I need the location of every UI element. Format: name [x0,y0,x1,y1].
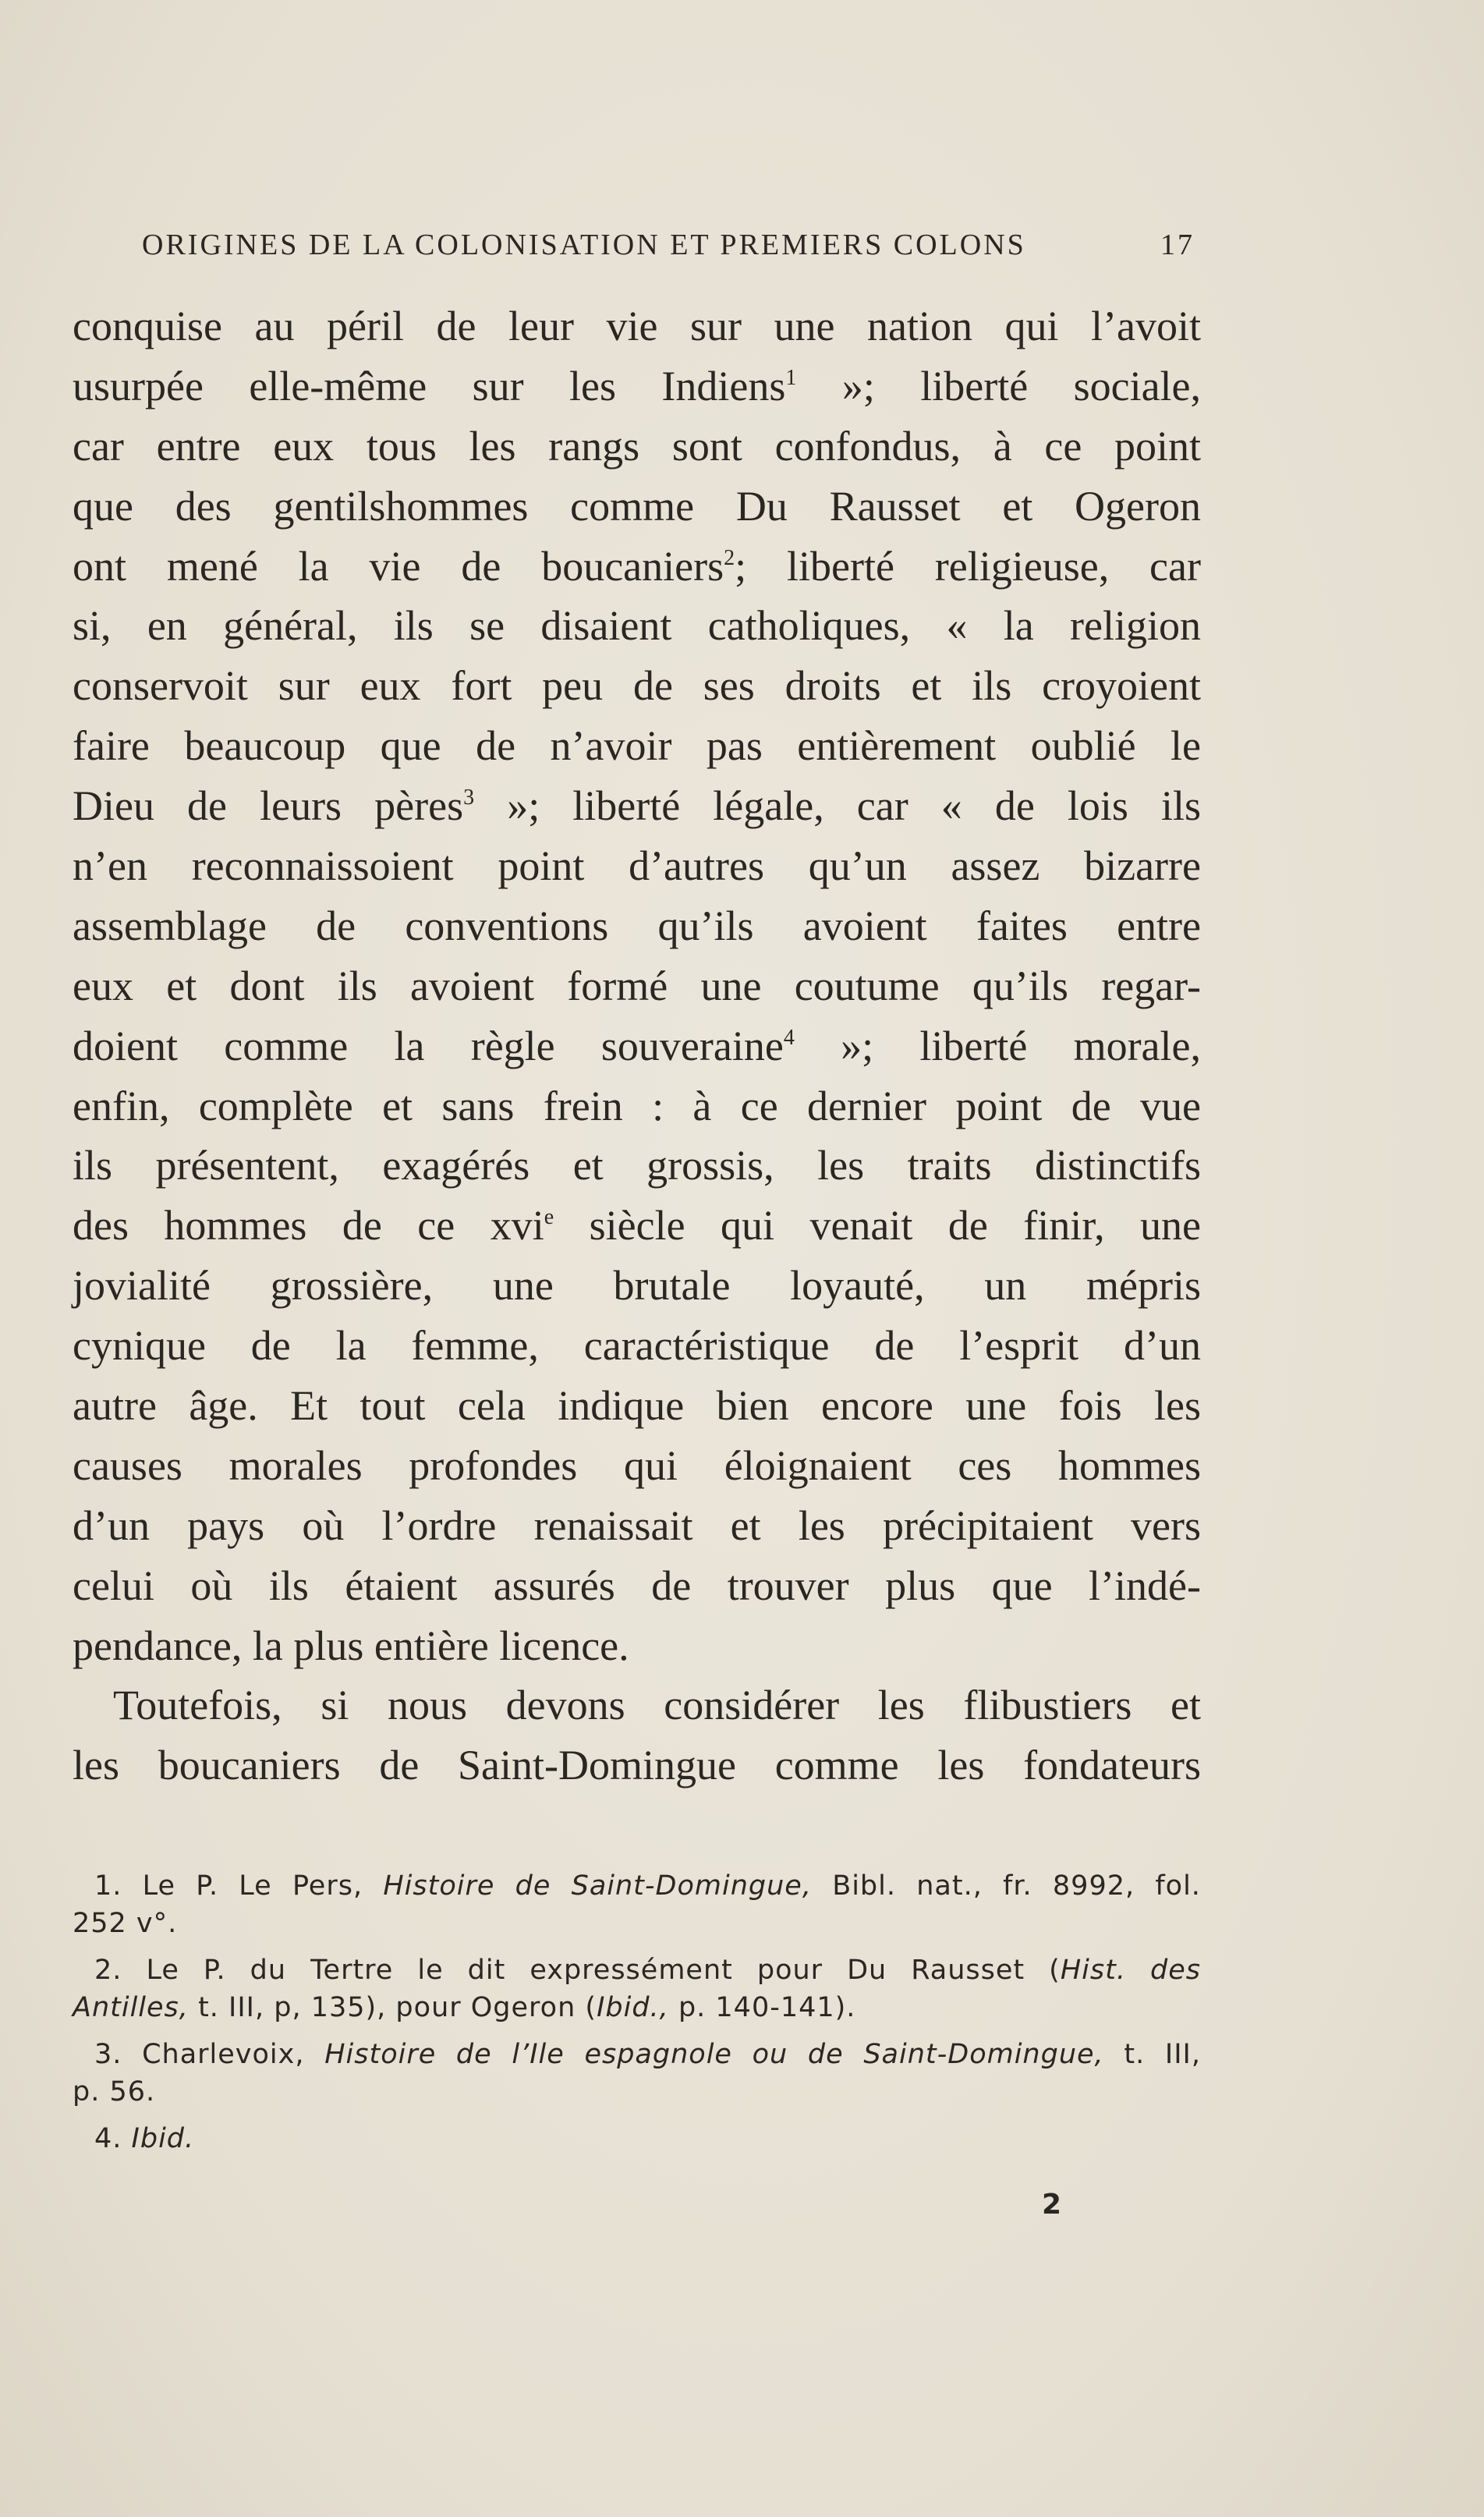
signature-mark: 2 [1042,2189,1062,2221]
text-line: Toutefois, si nous devons considérer les flibustiers et [113,1682,1201,1729]
text-line: celui où ils étaient assurés de trouver plus que l’indé- [73,1562,1201,1609]
text-line: d’un pays où l’ordre renaissait et les précipitaient vers [73,1501,1201,1549]
text-line: assemblage de conventions qu’ils avoient faites entre [73,902,1201,949]
text-line: ils présentent, exagérés et grossis, les traits distinctifs [73,1142,1201,1189]
text-line: des hommes de ce xvi$^e$ siècle qui venait de finir, une [73,1202,1201,1250]
text-line: que des gentilshommes comme Du Rausset et Ogeron [73,482,1201,530]
text-line: cynique de la femme, caractéristique de l’esprit d’un [73,1322,1201,1370]
text-line: ont mené la vie de boucaniers$^2$; liberté religieuse, car [73,542,1201,590]
main-text [73,296,1201,1796]
text-line: si, en général, ils se disaient catholiques, « la religion [73,602,1201,650]
footnote-3: 3. Charlevoix, Histoire de l’Ile espagnole ou de Saint-Domingue, t. III, p. 56. [73,2039,1201,2108]
text-line: conquise au péril de leur vie sur une nation qui l’avoit [73,303,1201,349]
text-line: usurpée elle-même sur les Indiens$^1$ »; liberté sociale, [73,362,1202,409]
text-line: les boucaniers de Saint-Domingue comme les fondateurs [73,1742,1201,1789]
text-line: car entre eux tous les rangs sont confondus, à ce point [73,422,1201,470]
footnote-4: 4. Ibid. [94,2123,195,2154]
text-line: autre âge. Et tout cela indique bien encore une fois les [73,1382,1201,1430]
note-ref: 3 [463,785,475,810]
text-line: conservoit sur eux fort peu de ses droits et ils croyoient [73,662,1201,710]
text-line: Dieu de leurs pères$^3$ »; liberté légale, car « de lois ils [73,782,1202,830]
running-title: ORIGINES DE LA COLONISATION ET PREMIERS COLONS [142,229,1026,261]
note-ref: 4 [783,1025,795,1050]
text-line: faire beaucoup que de n’avoir pas entièrement oublié le [73,722,1201,770]
note-ref: 2 [724,545,735,570]
note-ref: 1 [785,365,797,390]
text-line: pendance, la plus entière licence. [73,1622,629,1669]
footnote-2: 2. Le P. du Tertre le dit expressément pour Du Rausset (Hist. des Antilles, t. III, p, 135), pour Ogeron (Ibid., p. 140-141). [73,1955,1201,2023]
text-line: n’en reconnaissoient point d’autres qu’un assez bizarre [73,842,1201,890]
text-line: jovialité grossière, une brutale loyauté, un mépris [73,1262,1201,1310]
text-line: doient comme la règle souveraine$^4$ »; liberté morale, [73,1022,1201,1069]
text-line: enfin, complète et sans frein : à ce dernier point de vue [73,1082,1201,1129]
running-head [142,228,1195,275]
century-sup: e [544,1205,554,1230]
footnote-1: 1. Le P. Le Pers, Histoire de Saint-Domingue, Bibl. nat., fr. 8992, fol. 252 v°. [73,1870,1201,1939]
text-line: eux et dont ils avoient formé une coutume qu’ils regar- [73,962,1201,1009]
text-line: causes morales profondes qui éloignaient ces hommes [73,1441,1201,1489]
page-number: 17 [1160,229,1195,261]
footnotes [73,1867,1201,2167]
